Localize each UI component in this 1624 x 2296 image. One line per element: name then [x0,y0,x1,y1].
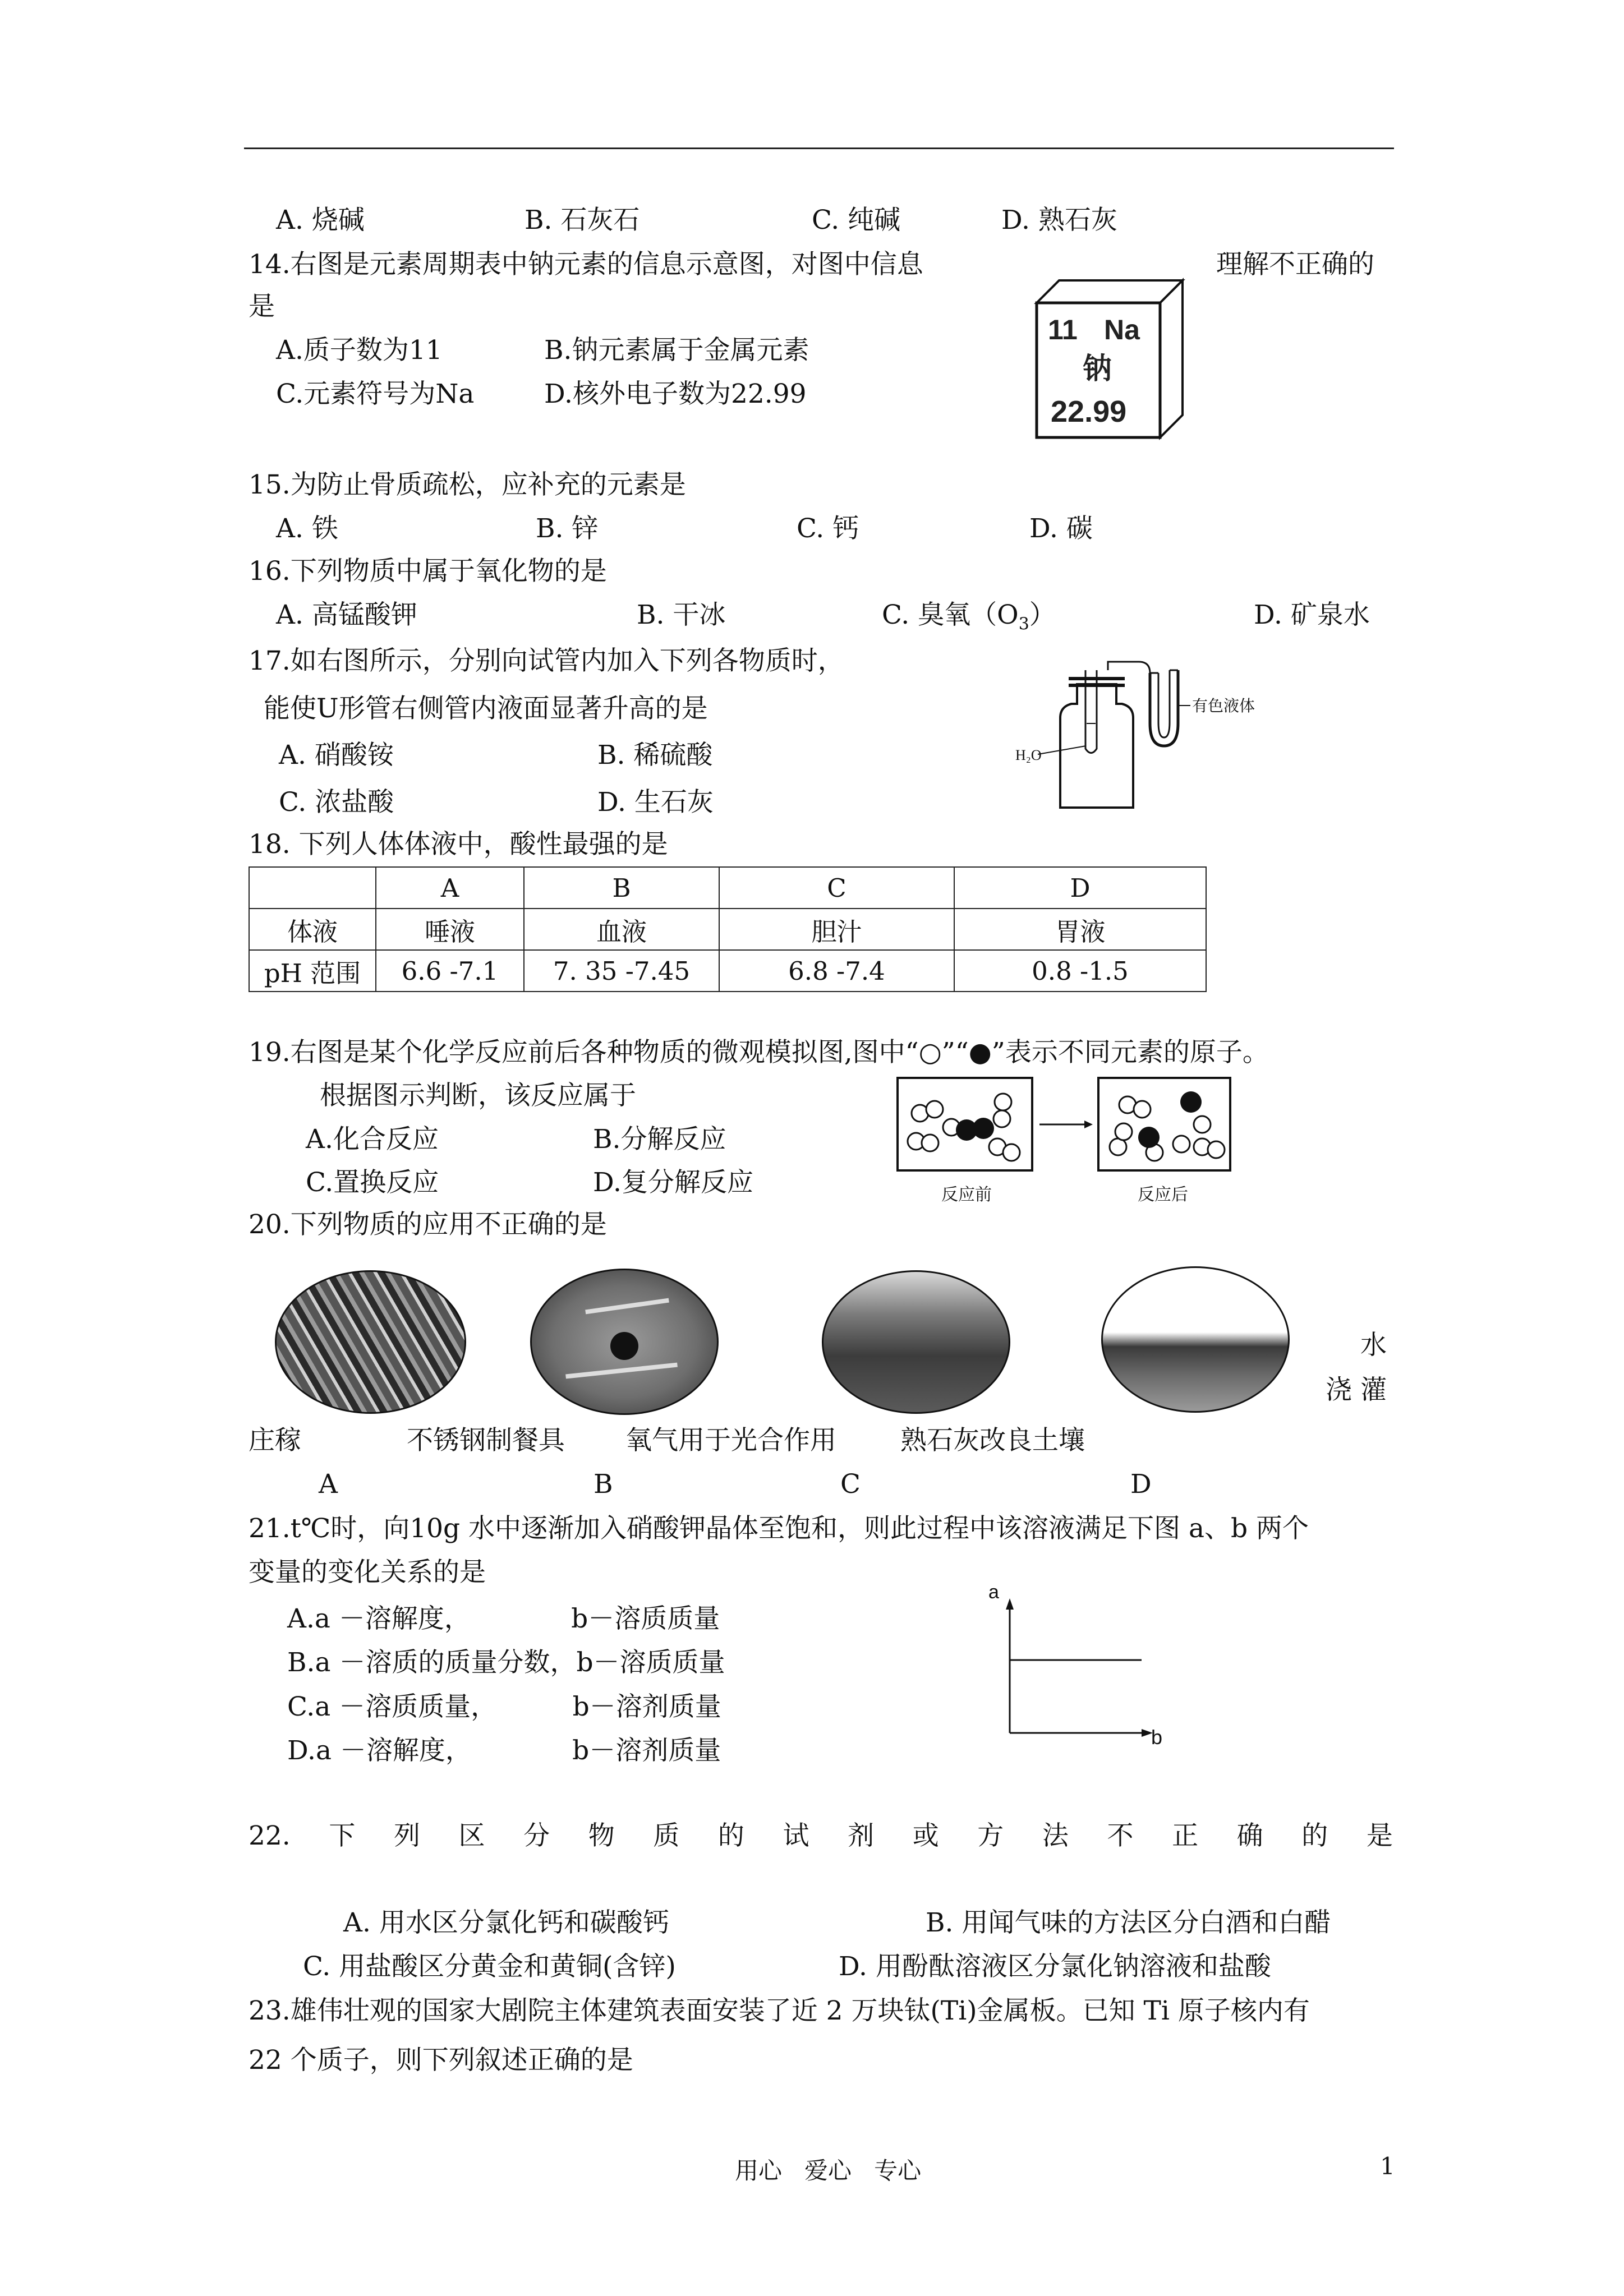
q22-stem-char: 的 [717,1820,744,1851]
q16-option-d: D. 矿泉水 [1254,600,1370,630]
sodium-element-card [1031,275,1188,443]
table-cell: 体液 [249,909,376,950]
q22-stem-char: 是 [1366,1820,1393,1851]
table-row [249,909,1206,950]
table-cell: pH 范围 [249,950,376,992]
q22-stem-char: 22. [249,1820,291,1851]
page-number: 1 [1380,2152,1395,2180]
card-symbol: Na [1104,314,1140,345]
after-label: 反应后 [1138,1185,1188,1205]
q20-caption-prefix: 庄稼 [249,1425,301,1456]
q16-option-a: A. 高锰酸钾 [276,600,417,630]
q21-stem-line1: 21.t℃时，向10g 水中逐渐加入硝酸钾晶体至饱和，则此过程中该溶液满足下图 a、b 两个 [249,1513,1309,1544]
q20-side-text-1: 水 [1360,1330,1387,1361]
q22-stem-char: 不 [1107,1820,1134,1851]
q23-stem-line2: 22 个质子，则下列叙述正确的是 [249,2045,633,2076]
q21-option-d: D.a －溶解度， b－溶剂质量 [287,1735,721,1766]
ph-table [249,866,1207,992]
q22-stem-char: 正 [1172,1820,1199,1851]
q22-stem-char: 列 [393,1820,420,1851]
q13-option-c: C. 纯碱 [812,205,901,236]
table-cell: C [719,867,954,909]
table-cell: A [376,867,524,909]
q22-stem-char: 区 [458,1820,485,1851]
table-row [249,950,1206,992]
q13-option-a: A. 烧碱 [276,205,365,236]
q21-option-c: C.a －溶质质量， b－溶剂质量 [287,1691,721,1722]
colored-liquid-label: 有色液体 [1192,697,1255,715]
q19-option-a: A.化合反应 [306,1124,439,1155]
q14-option-d: D.核外电子数为22.99 [544,379,807,409]
q16-option-c: C. 臭氧$(O_3)$ [882,600,1056,634]
q21-stem-line2: 变量的变化关系的是 [249,1557,486,1588]
table-cell: 7. 35 -7.45 [524,950,719,992]
x-axis-label: b [1151,1726,1163,1749]
card-mass: 22.99 [1051,395,1127,428]
q22-stem-char: 下 [329,1820,356,1851]
soil-improvement-photo [1101,1266,1290,1413]
q22-stem-char: 确 [1236,1820,1263,1851]
q19-option-d: D.复分解反应 [593,1167,753,1198]
q22-option-b: B. 用闻气味的方法区分白酒和白醋 [926,1907,1331,1938]
before-label: 反应前 [941,1185,992,1205]
table-cell: 胃液 [954,909,1206,950]
q20-label-a: A [319,1469,338,1500]
table-cell: 唾液 [376,909,524,950]
q21-option-a: A.a －溶解度， b－溶质质量 [287,1603,720,1634]
table-cell [249,867,376,909]
photosynthesis-photo [822,1270,1010,1414]
q20-label-d: D [1130,1469,1152,1500]
q22-option-a: A. 用水区分氯化钙和碳酸钙 [343,1907,669,1938]
q15-option-a: A. 铁 [276,513,338,544]
q16-option-b: B. 干冰 [637,600,726,630]
q19-option-c: C.置换反应 [306,1167,439,1198]
q15-stem: 15.为防止骨质疏松，应补充的元素是 [249,469,686,500]
q17-option-a: A. 硝酸铵 [279,740,394,771]
q15-option-d: D. 碳 [1029,513,1093,544]
reaction-micro-diagram [896,1077,1233,1217]
card-number: 11 [1048,314,1078,345]
q14-option-a: A.质子数为11 [276,335,443,366]
table-header-row [249,867,1206,909]
q23-stem-line1: 23.雄伟壮观的国家大剧院主体建筑表面安装了近 2 万块钛(Ti)金属板。已知 Ti 原子核内有 [249,1995,1310,2026]
card-name: 钠 [1083,352,1112,386]
q22-option-c: C. 用盐酸区分黄金和黄铜(含锌) [303,1951,676,1982]
q22-stem-char: 的 [1301,1820,1328,1851]
q15-option-c: C. 钙 [797,513,859,544]
q22-stem-char: 质 [653,1820,680,1851]
stainless-tableware-photo [530,1269,719,1415]
q21-option-b: B.a －溶质的质量分数，b－溶质质量 [287,1647,725,1678]
q19-option-b: B.分解反应 [593,1124,726,1155]
water-label: H₂O [1015,747,1042,763]
table-cell: 6.8 -7.4 [719,950,954,992]
u-tube-apparatus-diagram [1015,656,1285,816]
q19-stem-line2: 根据图示判断，该反应属于 [320,1080,636,1111]
q20-caption-c: 氧气用于光合作用 [625,1425,836,1456]
q22-option-d: D. 用酚酞溶液区分氯化钠溶液和盐酸 [839,1951,1271,1982]
q22-stem-char: 或 [912,1820,939,1851]
q18-stem: 18. 下列人体体液中，酸性最强的是 [249,829,668,860]
q22-stem [249,1820,1393,1852]
q17-option-b: B. 稀硫酸 [597,740,713,771]
header-rule [244,147,1394,149]
q14-stem-end: 是 [249,291,275,322]
q14-option-b: B.钠元素属于金属元素 [544,335,809,366]
irrigation-photo [275,1270,466,1414]
q17-stem-line1: 17.如右图所示，分别向试管内加入下列各物质时， [249,646,844,676]
q13-option-b: B. 石灰石 [525,205,640,236]
table-cell: 胆汁 [719,909,954,950]
table-cell: 0.8 -1.5 [954,950,1206,992]
q22-stem-char: 物 [588,1820,615,1851]
footer-motto: 用心 爱心 专心 [735,2157,922,2184]
a-b-relationship-graph [976,1582,1167,1750]
q22-stem-char: 剂 [848,1820,875,1851]
q16-stem: 16.下列物质中属于氧化物的是 [249,556,607,587]
q14-stem: 14.右图是元素周期表中钠元素的信息示意图，对图中信息 [249,249,923,280]
q17-option-d: D. 生石灰 [597,787,714,818]
q22-stem-char: 方 [977,1820,1004,1851]
q20-stem: 20.下列物质的应用不正确的是 [249,1209,607,1240]
table-cell: 血液 [524,909,719,950]
q20-caption-d: 熟石灰改良土壤 [900,1425,1085,1456]
q22-stem-char: 试 [783,1820,809,1851]
q20-label-b: B [594,1469,613,1500]
q17-stem-line2: 能使U形管右侧管内液面显著升高的是 [264,693,708,724]
table-cell: D [954,867,1206,909]
q13-option-d: D. 熟石灰 [1001,205,1117,236]
q14-option-c: C.元素符号为Na [276,379,475,409]
q19-stem: 19.右图是某个化学反应前后各种物质的微观模拟图,图中“○”“●”表示不同元素的原子。 [249,1037,1269,1068]
q22-stem-char: 分 [523,1820,550,1851]
q22-stem-char: 法 [1042,1820,1069,1851]
q14-stem-right: 理解不正确的 [1216,249,1374,280]
y-axis-label: a [988,1582,999,1603]
q20-side-text-2: 浇 灌 [1326,1375,1387,1405]
q17-option-c: C. 浓盐酸 [279,787,394,818]
q15-option-b: B. 锌 [536,513,599,544]
table-cell: B [524,867,719,909]
q20-caption-b: 不锈钢制餐具 [407,1425,565,1456]
table-cell: 6.6 -7.1 [376,950,524,992]
q20-label-c: C [840,1469,861,1500]
